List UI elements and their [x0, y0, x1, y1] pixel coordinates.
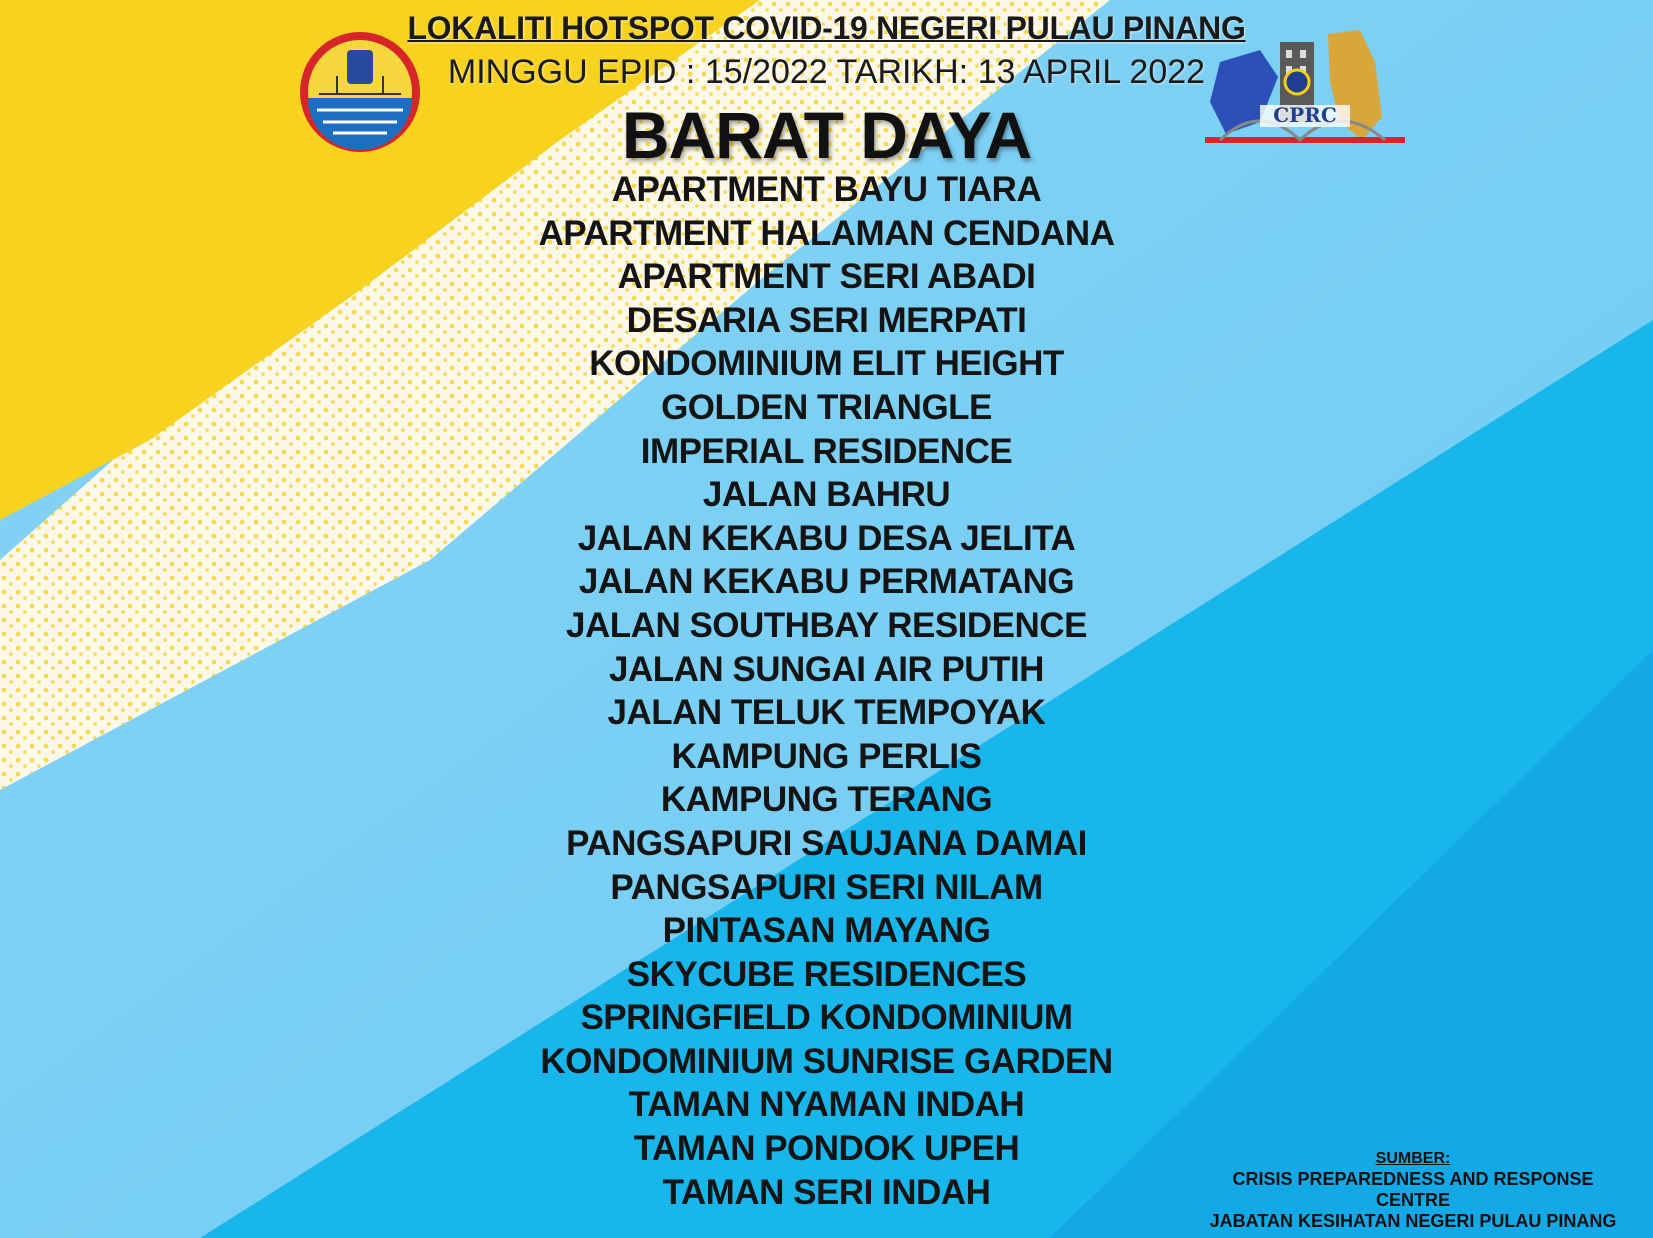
list-item: KONDOMINIUM ELIT HEIGHT: [589, 344, 1064, 384]
list-item: JALAN SOUTHBAY RESIDENCE: [566, 605, 1087, 645]
list-item: KAMPUNG TERANG: [660, 780, 993, 820]
cprc-logo-text: CPRC: [1273, 103, 1337, 127]
list-item: GOLDEN TRIANGLE: [661, 387, 992, 427]
list-item: KONDOMINIUM SUNRISE GARDEN: [540, 1041, 1113, 1081]
page-title: LOKALITI HOTSPOT COVID-19 NEGERI PULAU PINANG: [407, 10, 1246, 46]
list-item: IMPERIAL RESIDENCE: [640, 431, 1013, 471]
source-label: SUMBER:: [1375, 1150, 1451, 1167]
list-item: JALAN BAHRU: [702, 475, 951, 515]
list-item: TAMAN NYAMAN INDAH: [628, 1085, 1025, 1125]
list-item: JALAN SUNGAI AIR PUTIH: [609, 649, 1044, 689]
source-line-1: CRISIS PREPAREDNESS AND RESPONSE: [1232, 1169, 1594, 1189]
list-item: TAMAN PONDOK UPEH: [633, 1129, 1020, 1169]
list-item: JALAN KEKABU PERMATANG: [578, 562, 1075, 602]
list-item: PINTASAN MAYANG: [662, 911, 991, 951]
list-item: KAMPUNG PERLIS: [671, 736, 982, 776]
source-line-3: JABATAN KESIHATAN NEGERI PULAU PINANG: [1209, 1211, 1617, 1231]
source-credit: [1203, 1148, 1623, 1232]
region-title: BARAT DAYA: [621, 98, 1032, 172]
list-item: JALAN TELUK TEMPOYAK: [607, 693, 1046, 733]
list-item: DESARIA SERI MERPATI: [626, 300, 1027, 340]
list-item: JALAN KEKABU DESA JELITA: [577, 518, 1076, 558]
location-list: [0, 168, 1653, 1214]
list-item: APARTMENT SERI ABADI: [617, 257, 1036, 297]
list-item: SKYCUBE RESIDENCES: [626, 954, 1027, 994]
epid-week-date: MINGGU EPID : 15/2022 TARIKH: 13 APRIL 2022: [447, 53, 1206, 91]
list-item: TAMAN SERI INDAH: [662, 1172, 991, 1212]
list-item: APARTMENT HALAMAN CENDANA: [538, 213, 1115, 253]
list-item: PANGSAPURI SERI NILAM: [610, 867, 1043, 907]
list-item: PANGSAPURI SAUJANA DAMAI: [566, 823, 1087, 863]
list-item: SPRINGFIELD KONDOMINIUM: [580, 998, 1073, 1038]
list-item: APARTMENT BAYU TIARA: [611, 170, 1042, 209]
source-line-2: CENTRE: [1375, 1190, 1450, 1210]
